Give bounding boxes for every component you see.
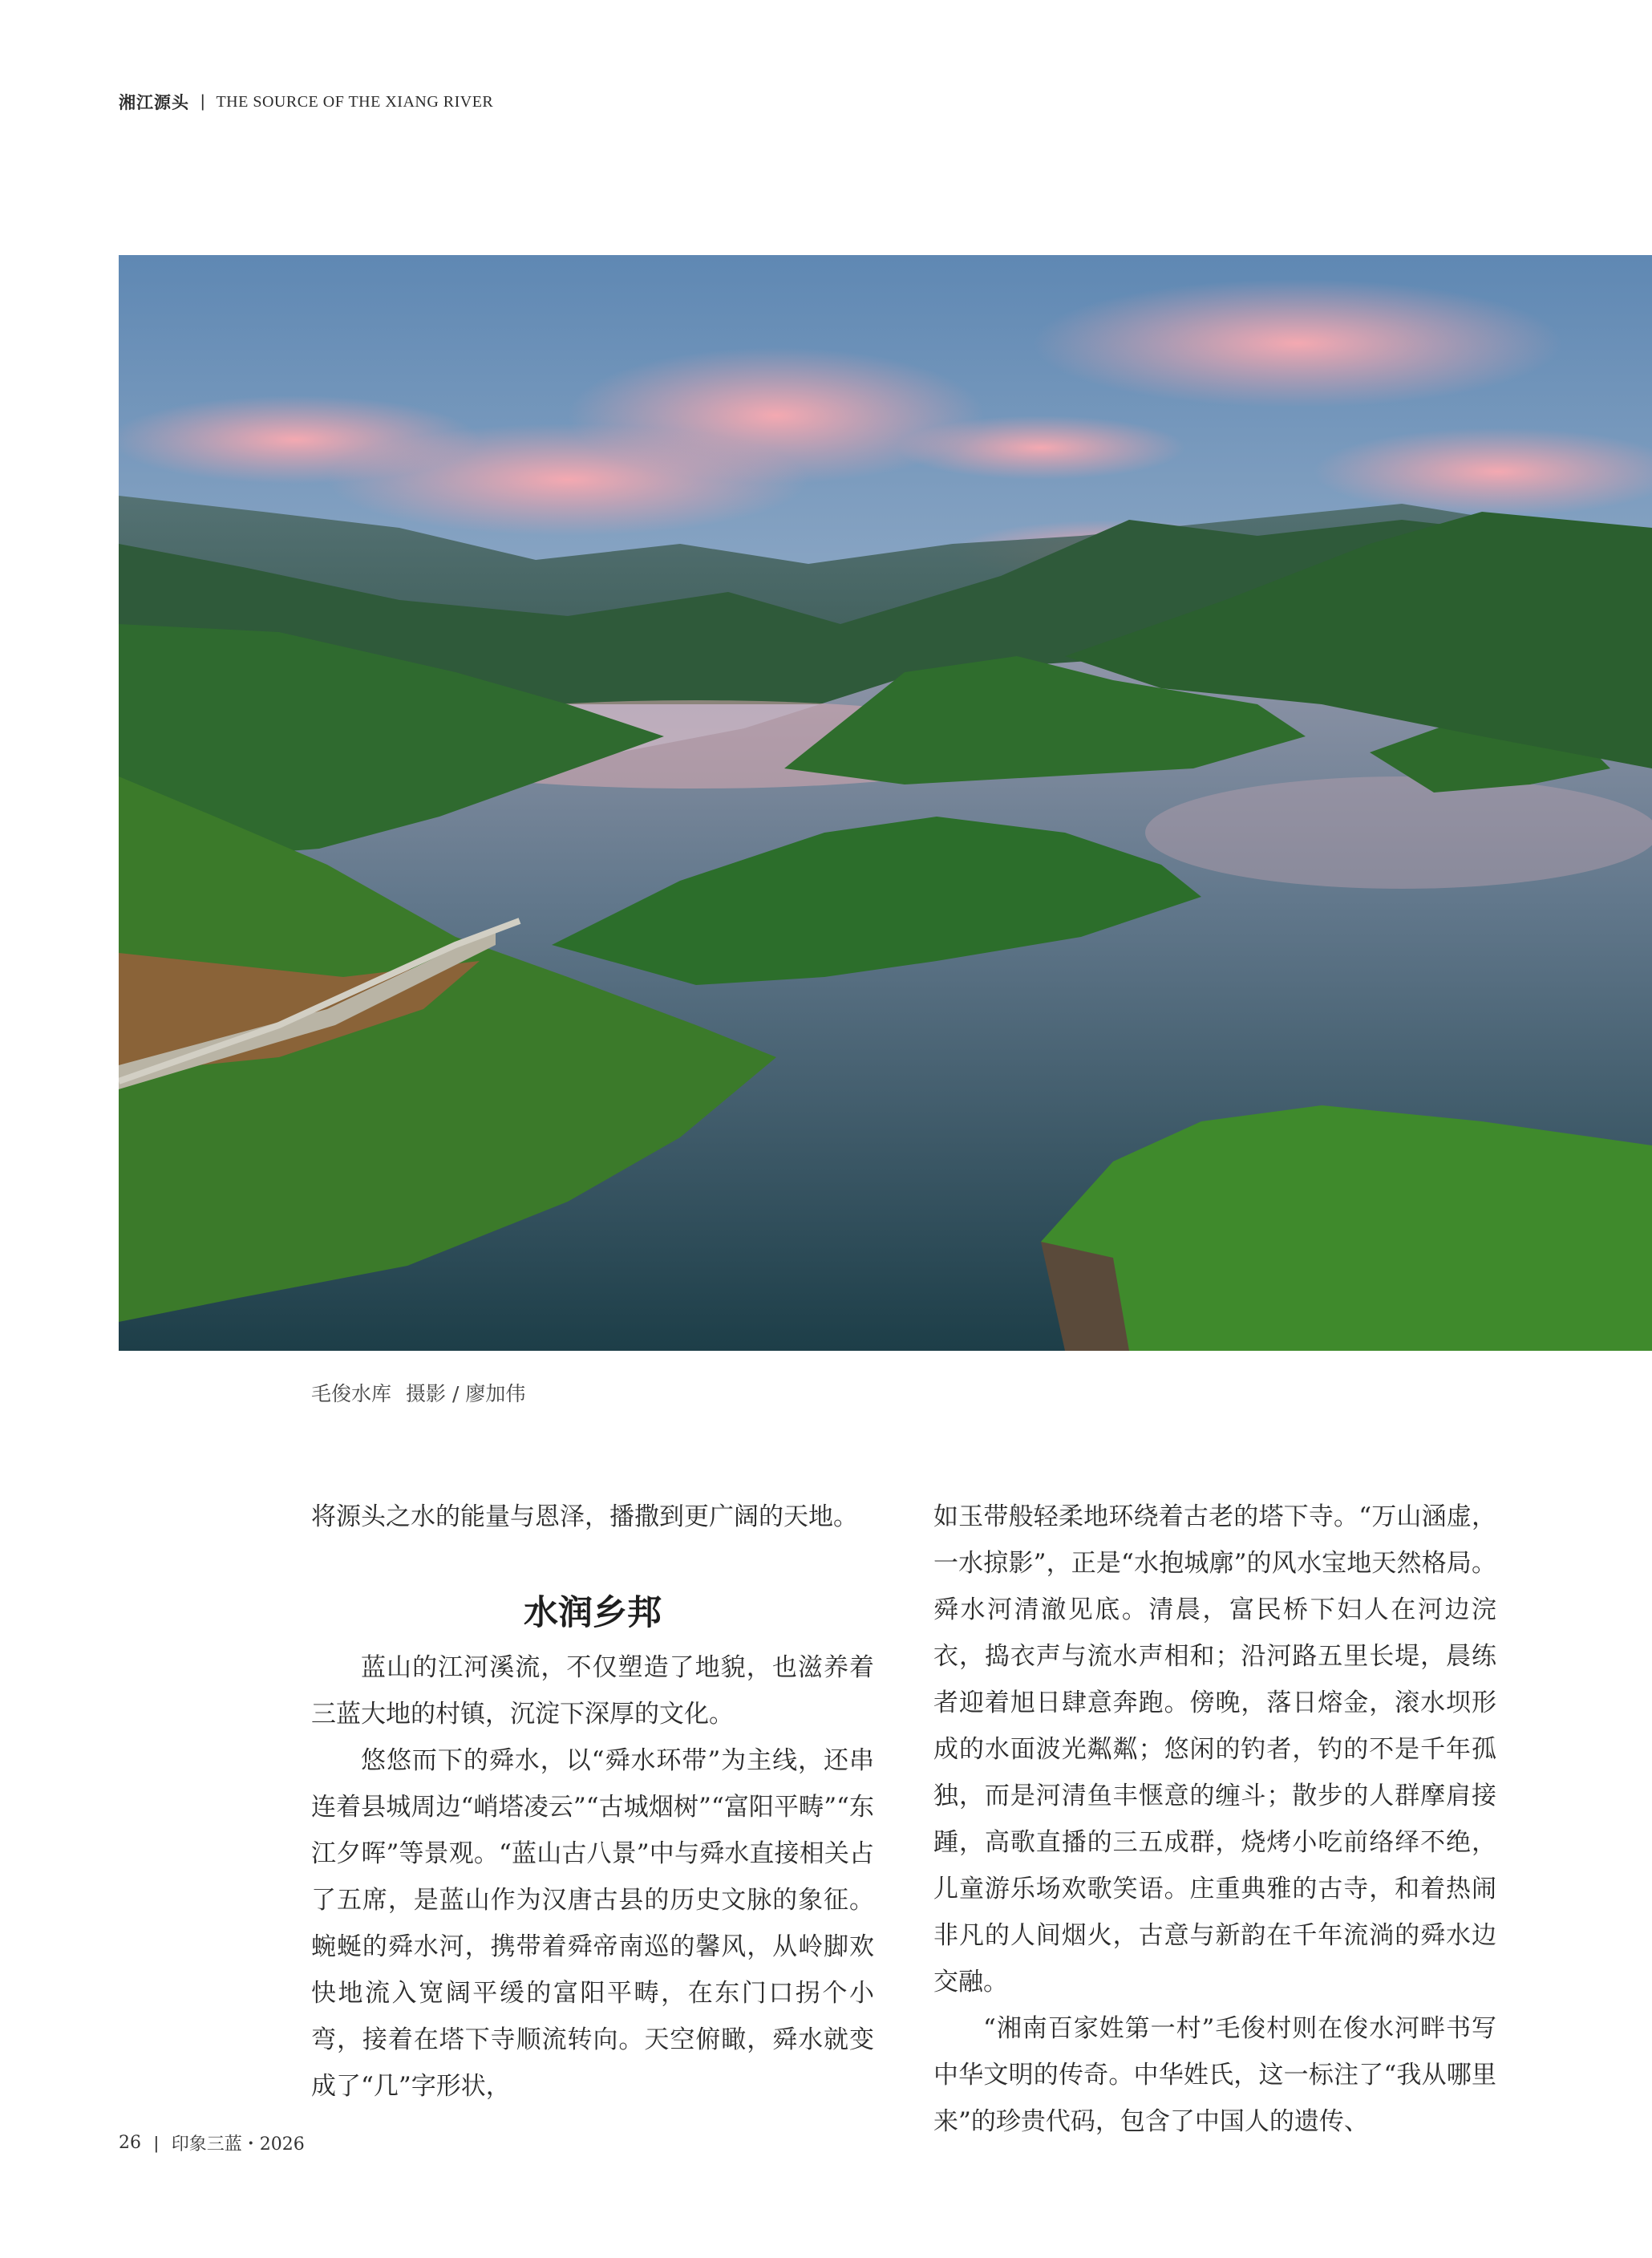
right-text-column xyxy=(933,1494,1496,2145)
section-heading: 水润乡邦 xyxy=(524,1593,662,1633)
caption-title: 毛俊水库 xyxy=(311,1382,392,1405)
body-paragraph: “湘南百家姓第一村”毛俊村则在俊水河畔书写中华文明的传奇。中华姓氏，这一标注了“我从哪里来”的珍贵代码，包含了中国人的遗传、 xyxy=(933,2014,1496,2136)
reservoir-photo xyxy=(119,255,1652,1351)
magazine-title: 印象三蓝・2026 xyxy=(171,2134,305,2155)
running-header xyxy=(119,90,493,114)
photo-credit: 摄影 / 廖加伟 xyxy=(406,1382,526,1405)
page-number: 26 xyxy=(119,2133,141,2153)
page-footer xyxy=(119,2130,305,2155)
footer-separator: | xyxy=(154,2132,159,2153)
landscape-illustration xyxy=(119,255,1652,1351)
photo-caption xyxy=(311,1378,525,1407)
body-paragraph: 蓝山的江河溪流，不仅塑造了地貌，也滋养着三蓝大地的村镇，沉淀下深厚的文化。 xyxy=(311,1653,874,1729)
header-separator: | xyxy=(200,92,205,111)
section-title-cn: 湘江源头 xyxy=(119,93,189,112)
body-paragraph: 如玉带般轻柔地环绕着古老的塔下寺。“万山涵虚，一水掠影”，正是“水抱城廓”的风水宝地天然格局。舜水河清澈见底。清晨，富民桥下妇人在河边浣衣，捣衣声与流水声相和；沿河路五里长堤，晨练者迎着旭日肆意奔跑。傍晚，落日熔金，滚水坝形成的水面波光粼粼；悠闲的钓者，钓的不是千年孤独，而是河清鱼丰惬意的缠斗；散步的人群摩肩接踵，高歌直播的三五成群，烧烤小吃前络绎不绝，儿童游乐场欢歌笑语。庄重典雅的古寺，和着热闹非凡的人间烟火，古意与新韵在千年流淌的舜水边交融。 xyxy=(933,1502,1496,1997)
carryover-paragraph: 将源头之水的能量与恩泽，播撒到更广阔的天地。 xyxy=(311,1502,858,1531)
left-text-column xyxy=(311,1494,874,2110)
section-title-en: THE SOURCE OF THE XIANG RIVER xyxy=(216,92,494,111)
body-paragraph: 悠悠而下的舜水，以“舜水环带”为主线，还串连着县城周边“峭塔凌云”“古城烟树”“富阳平畴”“东江夕晖”等景观。“蓝山古八景”中与舜水直接相关占了五席，是蓝山作为汉唐古县的历史文脉的象征。蜿蜒的舜水河，携带着舜帝南巡的馨风，从岭脚欢快地流入宽阔平缓的富阳平畴，在东门口拐个小弯，接着在塔下寺顺流转向。天空俯瞰，舜水就变成了“几”字形状， xyxy=(311,1746,874,2101)
